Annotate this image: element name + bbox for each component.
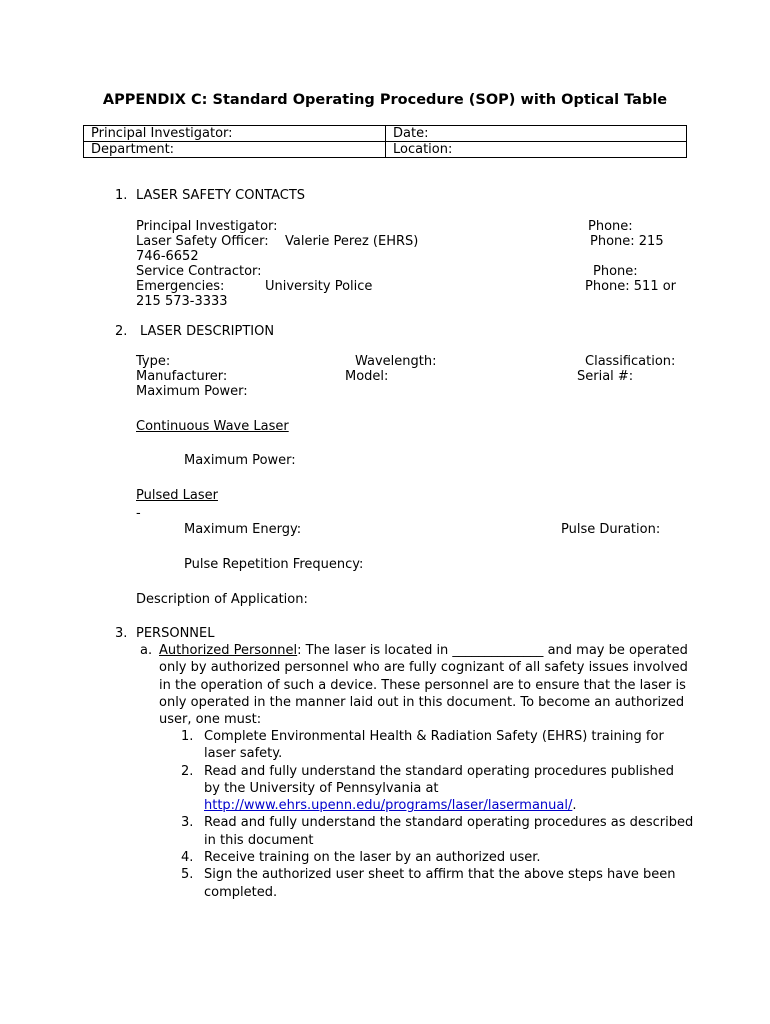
page-title: APPENDIX C: Standard Operating Procedure (SOP) with Optical Table [102,92,668,108]
step-3-line-2: in this document [204,833,314,848]
step-5-line-1: Sign the authorized user sheet to affirm that the above steps have been [204,867,676,882]
step-3-number: 3. [181,815,194,830]
pi-field[interactable]: Principal Investigator: [84,126,386,142]
contact-emergency-phone-cont: 215 573-3333 [136,294,228,309]
max-energy-label: Maximum Energy: [184,522,302,537]
contact-lso-phone: Phone: 215 [590,234,664,249]
section-3-number: 3. [115,626,128,641]
section-2-number: 2. [115,324,128,339]
model-label: Model: [345,369,389,384]
classification-label: Classification: [585,354,676,369]
max-power-label: Maximum Power: [136,384,248,399]
pulse-duration-label: Pulse Duration: [561,522,661,537]
item-a-line-1 [159,643,688,658]
serial-label: Serial #: [577,369,634,384]
application-label: Description of Application: [136,592,308,607]
contact-service-label: Service Contractor: [136,264,262,279]
step-1-line-2: laser safety. [204,746,283,761]
wavelength-label: Wavelength: [355,354,437,369]
contact-emergency-label: Emergencies: [136,279,225,294]
contact-lso-name: Valerie Perez (EHRS) [285,234,419,249]
step-2-line-1: Read and fully understand the standard operating procedures published [204,764,674,779]
step-5-line-2: completed. [204,885,278,900]
step-1-number: 1. [181,729,194,744]
section-1-heading: LASER SAFETY CONTACTS [136,188,306,203]
section-3-heading: PERSONNEL [136,626,215,641]
item-a-line-5: user, one must: [159,712,262,727]
contact-emergency-phone: Phone: 511 or [585,279,677,294]
step-2-line-2: by the University of Pennsylvania at [204,781,439,796]
pulsed-laser-heading: Pulsed Laser [136,488,218,503]
contact-service-phone: Phone: [593,264,638,279]
step-3-line-1: Read and fully understand the standard operating procedures as described [204,815,694,830]
item-a-letter: a. [140,643,153,658]
date-field[interactable]: Date: [386,126,687,142]
cw-laser-heading: Continuous Wave Laser [136,419,289,434]
type-label: Type: [136,354,171,369]
step-4-number: 4. [181,850,194,865]
header-table [83,125,687,158]
ehrs-laser-manual-link[interactable]: http://www.ehrs.upenn.edu/programs/laser/lasermanual/ [204,798,573,813]
authorized-personnel-title: Authorized Personnel [159,643,298,658]
manufacturer-label: Manufacturer: [136,369,228,384]
section-1-number: 1. [115,188,128,203]
item-a-line-3: in the operation of such a device. These personnel are to ensure that the laser is [159,678,686,693]
contact-pi-label: Principal Investigator: [136,219,278,234]
department-field[interactable]: Department: [84,142,386,158]
contact-lso-label: Laser Safety Officer: [136,234,269,249]
step-1-line-1: Complete Environmental Health & Radiation Safety (EHRS) training for [204,729,664,744]
step-2-number: 2. [181,764,194,779]
cw-max-power: Maximum Power: [184,453,296,468]
section-2-heading: LASER DESCRIPTION [140,324,275,339]
prf-label: Pulse Repetition Frequency: [184,557,364,572]
contact-lso-phone-cont: 746-6652 [136,249,199,264]
location-field[interactable]: Location: [386,142,687,158]
pulsed-dash: - [136,506,141,521]
item-a-line-2: only by authorized personnel who are fully cognizant of all safety issues involved [159,660,688,675]
step-2-line-3 [204,798,577,813]
step-2-link-suffix: . [572,798,577,813]
step-5-number: 5. [181,867,194,882]
item-a-line-4: only operated in the manner laid out in this document. To become an authorized [159,695,685,710]
contact-emergency-name: University Police [265,279,373,294]
step-4-line-1: Receive training on the laser by an authorized user. [204,850,541,865]
item-a-line-1-rest: : The laser is located in ______________ and may be operated [297,643,688,658]
contact-pi-phone: Phone: [588,219,633,234]
